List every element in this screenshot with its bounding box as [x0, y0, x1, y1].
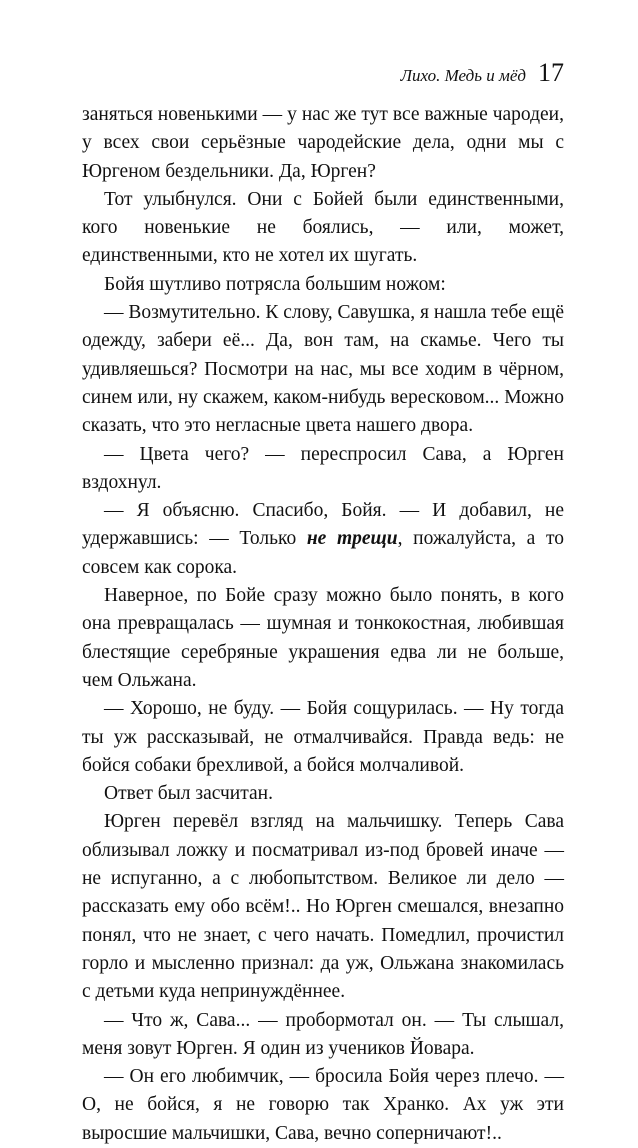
paragraph: [82, 780, 564, 808]
paragraph-text: — Что ж, Сава... — пробормотал он. — Ты слышал, меня зовут Юрген. Я один из учеников Йовара.: [82, 1009, 564, 1059]
paragraph-text: Наверное, по Бойе сразу можно было понять, в кого она превращалась — шумная и тонкокостная, любившая блестящие серебряные украшения едва ли не больше, чем Ольжана.: [82, 585, 564, 691]
paragraph: [82, 695, 564, 780]
paragraph-text: Тот улыбнулся. Они с Бойей были единственными, кого новенькие не боялись, — или, может, единственными, кто не хотел их шугать.: [82, 188, 564, 267]
paragraph-text: — Хорошо, не буду. — Бойя сощурилась. — Ну тогда ты уж рассказывай, не отмалчивайся. Правда ведь: не бойся собаки брехливой, а бойся молчаливой.: [82, 698, 564, 776]
paragraph-text: Юрген перевёл взгляд на мальчишку. Теперь Сава облизывал ложку и посматривал из-под бровей иначе — не испуганно, а с любопытством. Великое ли дело — рассказать ему обо всём!.. Но Юрген смешался, внезапно понял, что не знает, с чего начать. Помедлил, прочистил горло и мысленно признал: да уж, Ольжана знакомилась с детьми куда непринуждённее.: [82, 811, 564, 1003]
paragraph: [82, 299, 564, 440]
paragraph-text: — Он его любимчик, — бросила Бойя через плечо. — О, не бойся, я не говорю так Хранко. Ах уж эти выросшие мальчишки, Сава, вечно соперничают!..: [82, 1066, 564, 1144]
paragraph: [82, 186, 564, 271]
paragraph: [82, 1063, 564, 1148]
paragraph: [82, 1007, 564, 1064]
paragraph: [82, 441, 564, 498]
paragraph-text: — Я объясню. Спасибо, Бойя. — И добавил, не удержавшись: — Только: [82, 500, 564, 550]
emphasis-text: не трещи: [306, 528, 398, 550]
paragraph-text: Ответ был засчитан.: [104, 783, 273, 805]
paragraph: [82, 808, 564, 1006]
paragraph-text: , пожалуйста, а то совсем как сорока.: [82, 528, 564, 578]
page-number: 17: [538, 58, 564, 87]
body-text: [82, 101, 564, 1148]
running-head: [400, 58, 564, 88]
paragraph-text: — Цвета чего? — переспросил Сава, а Юрген вздохнул.: [82, 443, 564, 493]
paragraph: [82, 497, 564, 582]
paragraph-text: Бойя шутливо потрясла большим ножом:: [104, 273, 446, 295]
running-head-title: Лихо. Медь и мёд: [400, 66, 526, 85]
paragraph-text: заняться новенькими — у нас же тут все важные чародеи, у всех свои серьёзные чародейские дела, одни мы с Юргеном бездельники. Да, Юрген?: [82, 104, 564, 182]
paragraph: [82, 582, 564, 695]
paragraph: [82, 271, 564, 299]
paragraph-text: — Возмутительно. К слову, Савушка, я нашла тебе ещё одежду, забери её... Да, вон там, на скамье. Чего ты удивляешься? Посмотри на нас, мы все ходим в чёрном, синем или, ну скажем, каком-нибудь вересковом... Можно сказать, что это негласные цвета нашего двора.: [82, 302, 564, 437]
paragraph: [82, 101, 564, 186]
